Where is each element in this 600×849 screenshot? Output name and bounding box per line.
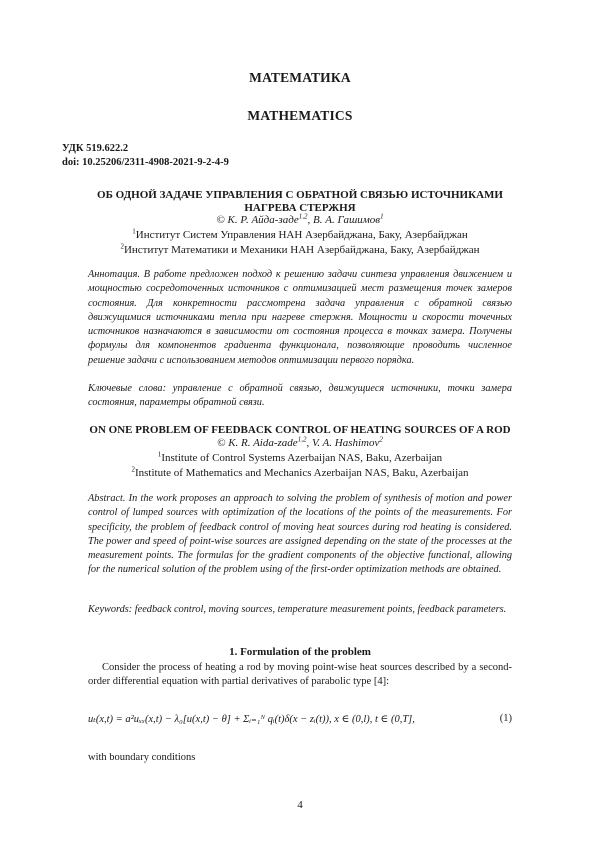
en-aff1-sup: 1 bbox=[157, 450, 162, 459]
en-author1-sup: 1,2 bbox=[297, 435, 307, 444]
doi: doi: 10.25206/2311-4908-2021-9-2-4-9 bbox=[62, 157, 229, 168]
en-keywords: Keywords: feedback control, moving sources, temperature measurement points, feedback parameters. bbox=[88, 604, 507, 615]
en-aff1-text: Institute of Control Systems Azerbaijan NAS, Baku, Azerbaijan bbox=[161, 452, 443, 464]
ru-aff2-text: Институт Математики и Механики НАН Азербайджана, Баку, Азербайджан bbox=[123, 244, 480, 256]
ru-keywords: Ключевые слова: управление с обратной связью, движущиеся источники, точки замера состояния, параметры обратной связи. bbox=[88, 383, 512, 409]
ru-title bbox=[60, 189, 540, 215]
ru-title-line1: ОБ ОДНОЙ ЗАДАЧЕ УПРАВЛЕНИЯ С ОБРАТНОЙ СВЯЗЬЮ ИСТОЧНИКАМИ bbox=[97, 189, 503, 201]
ru-author2: , В. А. Гашимов bbox=[307, 214, 381, 226]
en-title: ON ONE PROBLEM OF FEEDBACK CONTROL OF HEATING SOURCES OF A ROD bbox=[89, 424, 511, 436]
ru-title-line2: НАГРЕВА СТЕРЖНЯ bbox=[244, 202, 356, 214]
ru-author1: © К. Р. Айда-заде bbox=[216, 214, 299, 226]
ru-authors bbox=[60, 214, 540, 227]
ru-affiliation-2 bbox=[60, 244, 540, 257]
section-heading-en: MATHEMATICS bbox=[247, 108, 353, 123]
en-affiliation-1 bbox=[60, 452, 540, 465]
en-affiliation-2 bbox=[60, 467, 540, 480]
ru-aff1-text: Институт Систем Управления НАН Азербайджана, Баку, Азербайджан bbox=[135, 229, 468, 241]
udc-code: УДК 519.622.2 bbox=[62, 143, 129, 154]
ru-aff2-sup: 2 bbox=[120, 242, 124, 251]
section-1-heading: 1. Formulation of the problem bbox=[229, 646, 371, 658]
en-author2: , V. A. Hashimov bbox=[306, 437, 380, 449]
boundary-conditions-text: with boundary conditions bbox=[88, 752, 196, 763]
en-author2-sup: 2 bbox=[379, 435, 383, 444]
en-authors bbox=[60, 437, 540, 450]
ru-affiliation-1 bbox=[60, 229, 540, 242]
section-1-intro bbox=[88, 661, 512, 690]
en-aff2-sup: 2 bbox=[131, 465, 135, 474]
ru-abstract: Аннотация. В работе предложен подход к решению задачи синтеза управления движением и мощностью сосредоточенных источников с оптимизацией мест размещения точек замеров состояния. Для конкретности рассмотрена задача управления с обратной связью движущимися источниками тепла при нагреве стержня. Мощности и скорости точечных источников назначаются в зависимости от состояния процесса в точках замера. Получены формулы для компонентов градиента функционала, позволяющие проводить численное решение задачи с использованием методов оптимизации первого порядка. bbox=[88, 269, 512, 366]
en-author1: © K. R. Aida-zade bbox=[217, 437, 298, 449]
en-aff2-text: Institute of Mathematics and Mechanics Azerbaijan NAS, Baku, Azerbaijan bbox=[134, 467, 469, 479]
equation-1-number: (1) bbox=[499, 713, 512, 724]
page-number: 4 bbox=[297, 799, 303, 811]
equation-1: uₜ(x,t) = a²uₓₓ(x,t) − λ₀[u(x,t) − θ] + Σᵢ₌₁ᴺ qᵢ(t)δ(x − zᵢ(t)), x ∈ (0,l), t ∈ (0,T], bbox=[88, 714, 415, 725]
section-heading-ru: МАТЕМАТИКА bbox=[249, 70, 351, 85]
section-1-intro-text: Consider the process of heating a rod by moving point-wise heat sources described by a second-order differential equation with partial derivatives of parabolic type [4]: bbox=[88, 662, 512, 688]
en-abstract: Abstract. In the work proposes an approach to solving the problem of synthesis of motion and power control of lumped sources with optimization of the locations of the points of the measurements. For specificity, the problem of feedback control of moving heat sources during rod heating is considered. The power and speed of point-wise sources are assigned depending on the state of the processes at the measurement points. The formulas for the gradient components of the objective functional, allowing for the numerical solution of the problem using of the first-order optimization methods are obtained. bbox=[88, 493, 512, 576]
ru-author1-sup: 1,2 bbox=[298, 212, 308, 221]
ru-author2-sup: 1 bbox=[380, 212, 384, 221]
ru-aff1-sup: 1 bbox=[132, 227, 136, 236]
